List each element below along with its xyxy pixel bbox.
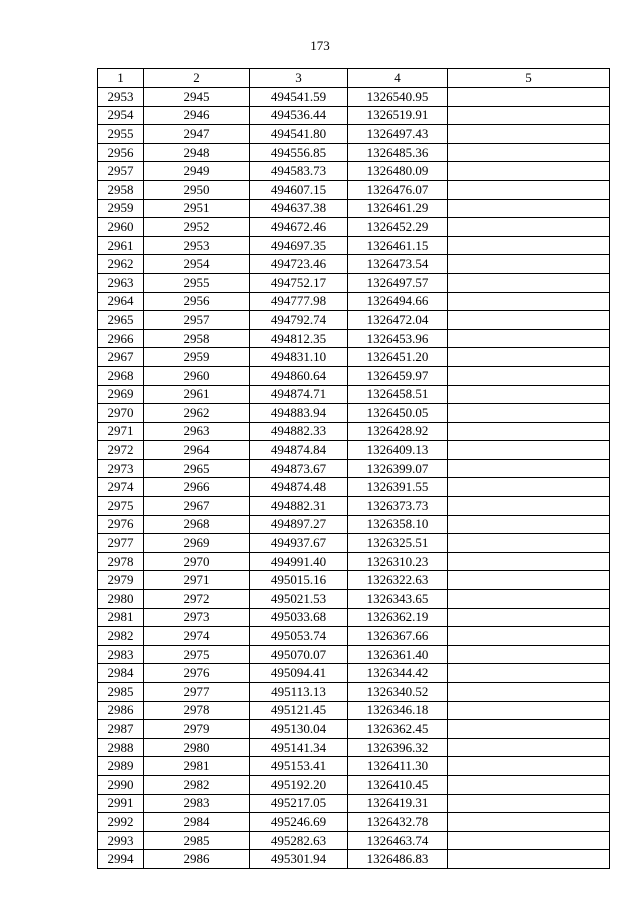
- table-cell: 2983: [98, 645, 144, 664]
- table-cell: 1326485.36: [348, 143, 448, 162]
- table-cell: 495246.69: [250, 813, 348, 832]
- table-cell: 1326494.66: [348, 292, 448, 311]
- table-cell: 1326325.51: [348, 534, 448, 553]
- table-cell: 1326476.07: [348, 180, 448, 199]
- table-cell: 1326346.18: [348, 701, 448, 720]
- table-cell: 1326519.91: [348, 106, 448, 125]
- table-row: [98, 813, 610, 832]
- table-row: [98, 459, 610, 478]
- table-cell: [448, 720, 610, 739]
- table-row: [98, 236, 610, 255]
- table-cell: 1326396.32: [348, 738, 448, 757]
- table-row: [98, 608, 610, 627]
- table-cell: 2961: [144, 385, 250, 404]
- table-cell: 1326344.42: [348, 664, 448, 683]
- table-cell: 495121.45: [250, 701, 348, 720]
- table-cell: 2993: [98, 831, 144, 850]
- table-row: [98, 720, 610, 739]
- column-header: 1: [98, 69, 144, 88]
- table-cell: 1326461.15: [348, 236, 448, 255]
- table-cell: 2984: [144, 813, 250, 832]
- table-cell: [448, 497, 610, 516]
- table-cell: 495282.63: [250, 831, 348, 850]
- table-cell: 2985: [98, 683, 144, 702]
- table-row: [98, 180, 610, 199]
- table-cell: 2965: [98, 311, 144, 330]
- table-cell: 494812.35: [250, 329, 348, 348]
- table-cell: 2972: [144, 590, 250, 609]
- table-cell: [448, 106, 610, 125]
- table-cell: [448, 478, 610, 497]
- table-cell: [448, 385, 610, 404]
- table-cell: [448, 850, 610, 869]
- table-cell: 2986: [98, 701, 144, 720]
- page-number: 173: [310, 38, 330, 53]
- table-cell: [448, 441, 610, 460]
- table-cell: 495070.07: [250, 645, 348, 664]
- table-cell: [448, 236, 610, 255]
- table-row: [98, 292, 610, 311]
- table-cell: 494777.98: [250, 292, 348, 311]
- table-cell: 1326451.20: [348, 348, 448, 367]
- table-cell: [448, 218, 610, 237]
- table-cell: [448, 199, 610, 218]
- table-row: [98, 552, 610, 571]
- table-cell: [448, 831, 610, 850]
- table-cell: [448, 552, 610, 571]
- table-cell: 1326472.04: [348, 311, 448, 330]
- table-row: [98, 497, 610, 516]
- table-cell: 1326411.30: [348, 757, 448, 776]
- table-cell: 494831.10: [250, 348, 348, 367]
- table-cell: 2968: [98, 366, 144, 385]
- table-cell: 1326409.13: [348, 441, 448, 460]
- table-cell: 2977: [98, 534, 144, 553]
- table-cell: 494607.15: [250, 180, 348, 199]
- table-cell: 2978: [144, 701, 250, 720]
- table-cell: 1326473.54: [348, 255, 448, 274]
- column-header: 2: [144, 69, 250, 88]
- table-cell: 2985: [144, 831, 250, 850]
- table-row: [98, 701, 610, 720]
- table-cell: 1326399.07: [348, 459, 448, 478]
- table-cell: [448, 348, 610, 367]
- table-cell: 1326461.29: [348, 199, 448, 218]
- table-cell: 494874.84: [250, 441, 348, 460]
- table-cell: 494874.71: [250, 385, 348, 404]
- table-cell: 494583.73: [250, 162, 348, 181]
- table-cell: 2978: [98, 552, 144, 571]
- table-cell: 2958: [144, 329, 250, 348]
- table-row: [98, 366, 610, 385]
- table-cell: 1326340.52: [348, 683, 448, 702]
- table-cell: [448, 738, 610, 757]
- table-cell: 2958: [98, 180, 144, 199]
- table-row: [98, 106, 610, 125]
- table-cell: [448, 515, 610, 534]
- table-cell: 2951: [144, 199, 250, 218]
- table-cell: 2947: [144, 125, 250, 144]
- table-cell: [448, 664, 610, 683]
- table-cell: 2949: [144, 162, 250, 181]
- table-cell: 494882.33: [250, 422, 348, 441]
- table-row: [98, 850, 610, 869]
- table-cell: 2967: [144, 497, 250, 516]
- table-row: [98, 162, 610, 181]
- table-cell: [448, 534, 610, 553]
- table-cell: 2981: [144, 757, 250, 776]
- table-header-row: [98, 69, 610, 88]
- table-cell: 1326463.74: [348, 831, 448, 850]
- table-row: [98, 125, 610, 144]
- table-cell: 1326419.31: [348, 794, 448, 813]
- table-cell: 2963: [144, 422, 250, 441]
- table-row: [98, 590, 610, 609]
- table-cell: [448, 608, 610, 627]
- table-cell: 494874.48: [250, 478, 348, 497]
- table-cell: [448, 590, 610, 609]
- table-row: [98, 515, 610, 534]
- table-cell: 1326410.45: [348, 775, 448, 794]
- table-cell: 1326432.78: [348, 813, 448, 832]
- table-cell: 2964: [144, 441, 250, 460]
- column-header: 3: [250, 69, 348, 88]
- table-row: [98, 311, 610, 330]
- table-row: [98, 831, 610, 850]
- table-cell: [448, 366, 610, 385]
- table-cell: [448, 125, 610, 144]
- table-cell: 2946: [144, 106, 250, 125]
- table-cell: 494637.38: [250, 199, 348, 218]
- table-cell: [448, 459, 610, 478]
- table-cell: 2965: [144, 459, 250, 478]
- table-cell: 2980: [98, 590, 144, 609]
- table-cell: 2953: [98, 88, 144, 107]
- table-cell: 2984: [98, 664, 144, 683]
- table-row: [98, 571, 610, 590]
- table-cell: 1326428.92: [348, 422, 448, 441]
- table-cell: 2970: [144, 552, 250, 571]
- table-cell: [448, 813, 610, 832]
- table-cell: 495301.94: [250, 850, 348, 869]
- table-cell: 495217.05: [250, 794, 348, 813]
- table-cell: 2975: [98, 497, 144, 516]
- table-cell: 2976: [144, 664, 250, 683]
- table-cell: 2980: [144, 738, 250, 757]
- table-cell: 2992: [98, 813, 144, 832]
- table-cell: 2969: [98, 385, 144, 404]
- table-cell: 495130.04: [250, 720, 348, 739]
- table-cell: 494882.31: [250, 497, 348, 516]
- table-cell: 495192.20: [250, 775, 348, 794]
- table-cell: 1326497.57: [348, 273, 448, 292]
- table-cell: 2971: [144, 571, 250, 590]
- table-cell: [448, 88, 610, 107]
- table-cell: 2973: [144, 608, 250, 627]
- table-cell: [448, 311, 610, 330]
- table-cell: [448, 701, 610, 720]
- table-cell: 2962: [144, 404, 250, 423]
- table-cell: 2982: [98, 627, 144, 646]
- table-cell: 494541.80: [250, 125, 348, 144]
- table-cell: 1326497.43: [348, 125, 448, 144]
- table-cell: 495033.68: [250, 608, 348, 627]
- table-cell: 2986: [144, 850, 250, 869]
- table-cell: 494937.67: [250, 534, 348, 553]
- table-cell: [448, 627, 610, 646]
- table-row: [98, 348, 610, 367]
- table-row: [98, 88, 610, 107]
- table-row: [98, 441, 610, 460]
- table-row: [98, 218, 610, 237]
- table-cell: 495153.41: [250, 757, 348, 776]
- table-cell: [448, 422, 610, 441]
- table-cell: [448, 775, 610, 794]
- table-cell: 495053.74: [250, 627, 348, 646]
- table-cell: 494672.46: [250, 218, 348, 237]
- table-cell: 2982: [144, 775, 250, 794]
- table-cell: 2963: [98, 273, 144, 292]
- table-cell: 2956: [98, 143, 144, 162]
- table-cell: 2994: [98, 850, 144, 869]
- table-row: [98, 794, 610, 813]
- table-row: [98, 627, 610, 646]
- column-header: 4: [348, 69, 448, 88]
- table-cell: 2971: [98, 422, 144, 441]
- table-cell: [448, 273, 610, 292]
- table-cell: [448, 180, 610, 199]
- table-cell: [448, 292, 610, 311]
- table-cell: 2988: [98, 738, 144, 757]
- table-cell: 1326391.55: [348, 478, 448, 497]
- table-row: [98, 534, 610, 553]
- table-cell: 2957: [98, 162, 144, 181]
- table-cell: 2979: [144, 720, 250, 739]
- table-cell: [448, 404, 610, 423]
- table-body: [98, 88, 610, 869]
- table-cell: 494536.44: [250, 106, 348, 125]
- table-cell: 1326458.51: [348, 385, 448, 404]
- table-cell: 2948: [144, 143, 250, 162]
- table-row: [98, 404, 610, 423]
- table-cell: 494723.46: [250, 255, 348, 274]
- table-cell: 2964: [98, 292, 144, 311]
- table-cell: 2955: [144, 273, 250, 292]
- table-cell: 2987: [98, 720, 144, 739]
- table-cell: 494697.35: [250, 236, 348, 255]
- table-cell: 2959: [144, 348, 250, 367]
- table-cell: 494873.67: [250, 459, 348, 478]
- table-cell: 1326373.73: [348, 497, 448, 516]
- table-cell: 495015.16: [250, 571, 348, 590]
- table-cell: [448, 571, 610, 590]
- table-cell: 1326367.66: [348, 627, 448, 646]
- table-cell: 2973: [98, 459, 144, 478]
- table-cell: 2976: [98, 515, 144, 534]
- column-header: 5: [448, 69, 610, 88]
- table-cell: 2975: [144, 645, 250, 664]
- table-cell: 2990: [98, 775, 144, 794]
- table-cell: 494556.85: [250, 143, 348, 162]
- table-cell: [448, 794, 610, 813]
- table-cell: 494991.40: [250, 552, 348, 571]
- table-cell: [448, 162, 610, 181]
- table-row: [98, 775, 610, 794]
- table-cell: 1326486.83: [348, 850, 448, 869]
- table-cell: 2960: [98, 218, 144, 237]
- table-cell: 2983: [144, 794, 250, 813]
- table-cell: [448, 757, 610, 776]
- table-cell: 494883.94: [250, 404, 348, 423]
- table-cell: 2954: [98, 106, 144, 125]
- table-cell: 2950: [144, 180, 250, 199]
- table-cell: [448, 329, 610, 348]
- table-row: [98, 273, 610, 292]
- table-cell: 1326459.97: [348, 366, 448, 385]
- table-cell: 2977: [144, 683, 250, 702]
- table-row: [98, 757, 610, 776]
- table-row: [98, 683, 610, 702]
- table-row: [98, 738, 610, 757]
- table-row: [98, 478, 610, 497]
- table-cell: 2945: [144, 88, 250, 107]
- table-cell: 495094.41: [250, 664, 348, 683]
- table-cell: 2957: [144, 311, 250, 330]
- table-cell: 1326480.09: [348, 162, 448, 181]
- table-cell: 1326362.45: [348, 720, 448, 739]
- table-cell: 2981: [98, 608, 144, 627]
- table-cell: 2972: [98, 441, 144, 460]
- table-cell: 1326361.40: [348, 645, 448, 664]
- table-cell: 2961: [98, 236, 144, 255]
- table-cell: 2969: [144, 534, 250, 553]
- table-cell: 2966: [144, 478, 250, 497]
- table-cell: 494792.74: [250, 311, 348, 330]
- table-cell: 2962: [98, 255, 144, 274]
- table-cell: 1326322.63: [348, 571, 448, 590]
- table-cell: [448, 683, 610, 702]
- table-cell: 1326343.65: [348, 590, 448, 609]
- table-cell: 1326453.96: [348, 329, 448, 348]
- table-cell: 2989: [98, 757, 144, 776]
- table-cell: 2974: [144, 627, 250, 646]
- table-row: [98, 645, 610, 664]
- table-cell: 2967: [98, 348, 144, 367]
- table-cell: 2991: [98, 794, 144, 813]
- table-cell: 2960: [144, 366, 250, 385]
- table-cell: 495021.53: [250, 590, 348, 609]
- table-cell: 1326310.23: [348, 552, 448, 571]
- table-row: [98, 329, 610, 348]
- table-cell: 494541.59: [250, 88, 348, 107]
- table-row: [98, 255, 610, 274]
- table-row: [98, 385, 610, 404]
- table-cell: 1326540.95: [348, 88, 448, 107]
- table-cell: 2955: [98, 125, 144, 144]
- table-row: [98, 199, 610, 218]
- table-cell: 2953: [144, 236, 250, 255]
- table-cell: 2956: [144, 292, 250, 311]
- coordinates-table: [97, 68, 610, 869]
- table-cell: 2968: [144, 515, 250, 534]
- table-cell: 2974: [98, 478, 144, 497]
- table-cell: 494897.27: [250, 515, 348, 534]
- table-cell: 2952: [144, 218, 250, 237]
- table-cell: 495141.34: [250, 738, 348, 757]
- table-cell: [448, 255, 610, 274]
- table-cell: 2966: [98, 329, 144, 348]
- table-cell: 2954: [144, 255, 250, 274]
- table-cell: 495113.13: [250, 683, 348, 702]
- table-cell: 494860.64: [250, 366, 348, 385]
- table-cell: [448, 645, 610, 664]
- table-cell: 1326362.19: [348, 608, 448, 627]
- table-cell: 2970: [98, 404, 144, 423]
- table-cell: 2979: [98, 571, 144, 590]
- table-cell: 1326452.29: [348, 218, 448, 237]
- table-cell: 2959: [98, 199, 144, 218]
- table-row: [98, 143, 610, 162]
- table-cell: 1326358.10: [348, 515, 448, 534]
- table-cell: 494752.17: [250, 273, 348, 292]
- table-cell: 1326450.05: [348, 404, 448, 423]
- table-row: [98, 664, 610, 683]
- table-cell: [448, 143, 610, 162]
- table-row: [98, 422, 610, 441]
